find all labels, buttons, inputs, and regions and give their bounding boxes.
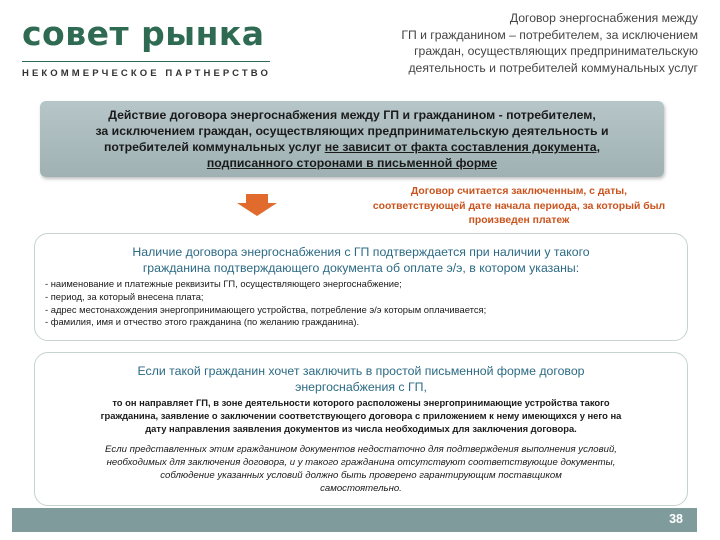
- written-contract-box: [34, 352, 688, 506]
- procedure-line: гражданина, заявление о заключении соответствующего договора с приложением к нему имеющихся у него на: [100, 409, 622, 421]
- down-arrow-icon: [237, 194, 277, 216]
- key-statement-line: за исключением граждан, осуществляющих предпринимательскую деятельность и: [95, 124, 609, 138]
- slide-title: [300, 10, 698, 76]
- verification-line: необходимых для заключения договора, и у такого гражданина отсутствуют соответствующие документы,: [106, 457, 616, 469]
- payment-document-box: [34, 233, 688, 341]
- verification-line: Если представленных этим гражданином документов недостаточно для подтверждения выполнения условий,: [105, 444, 617, 456]
- slide-title-line: деятельность и потребителей коммунальных услуг: [408, 60, 698, 75]
- logo-subtitle: НЕКОММЕРЧЕСКОЕ ПАРТНЕРСТВО: [22, 68, 271, 79]
- key-statement-band: [40, 101, 664, 177]
- procedure-line: дату направления заявления документов из числа необходимых для заключения договора.: [145, 422, 577, 434]
- box-heading-line: Если такой гражданин хочет заключить в простой письменной форме договор: [137, 364, 585, 378]
- box-heading-line: Наличие договора энергоснабжения с ГП подтверждается при наличии у такого: [132, 245, 590, 259]
- key-statement-line: Действие договора энергоснабжения между ГП и гражданином - потребителем,: [108, 108, 596, 122]
- slide-title-line: граждан, осуществляющих предпринимательскую: [414, 44, 698, 58]
- key-statement-underlined: подписанного сторонами в письменной форме: [206, 156, 498, 170]
- note-line: Договор считается заключенным, с даты,: [410, 186, 628, 197]
- page-number: 38: [669, 512, 683, 526]
- slide-title-line: Договор энергоснабжения между: [509, 11, 698, 25]
- logo-text: совет рынка: [22, 14, 265, 53]
- box-heading-line: гражданина подтверждающего документа об оплате э/э, в котором указаны:: [142, 261, 580, 275]
- note-line: соответствующей дате начала периода, за который был: [372, 200, 666, 212]
- key-statement-prefix: потребителей коммунальных услуг: [103, 140, 325, 154]
- list-item: - фамилия, имя и отчество этого гражданина (по желанию гражданина).: [45, 316, 360, 328]
- footer-bar: [12, 508, 697, 532]
- procedure-text: [51, 397, 671, 435]
- verification-line: самостоятельно.: [320, 483, 402, 495]
- box-heading-line: энергоснабжения с ГП,: [295, 380, 427, 394]
- procedure-line: то он направляет ГП, в зоне деятельности которого расположены энергопринимающие устройства такого: [112, 397, 610, 408]
- box-heading: [35, 363, 687, 395]
- note-line: произведен платеж: [468, 215, 570, 226]
- list-item: - наименование и платежные реквизиты ГП, осуществляющего энергоснабжение;: [45, 278, 402, 289]
- contract-date-note: [338, 185, 700, 229]
- logo-divider: [22, 61, 270, 62]
- verification-note: [45, 443, 677, 495]
- list-item: - период, за который внесена плата;: [45, 290, 204, 302]
- verification-line: соблюдение указанных условий должно быть проверено гарантирующим поставщиком: [160, 470, 562, 482]
- key-statement-line: [104, 139, 600, 155]
- list-item: - адрес местонахождения энергопринимающего устройства, потребление э/э которым оплачивается;: [45, 303, 487, 315]
- box-heading: [35, 244, 687, 276]
- requirements-list: [45, 278, 687, 329]
- key-statement-underlined: не зависит от факта составления документа,: [324, 140, 600, 154]
- slide-title-line: ГП и гражданином – потребителем, за исключением: [401, 27, 698, 42]
